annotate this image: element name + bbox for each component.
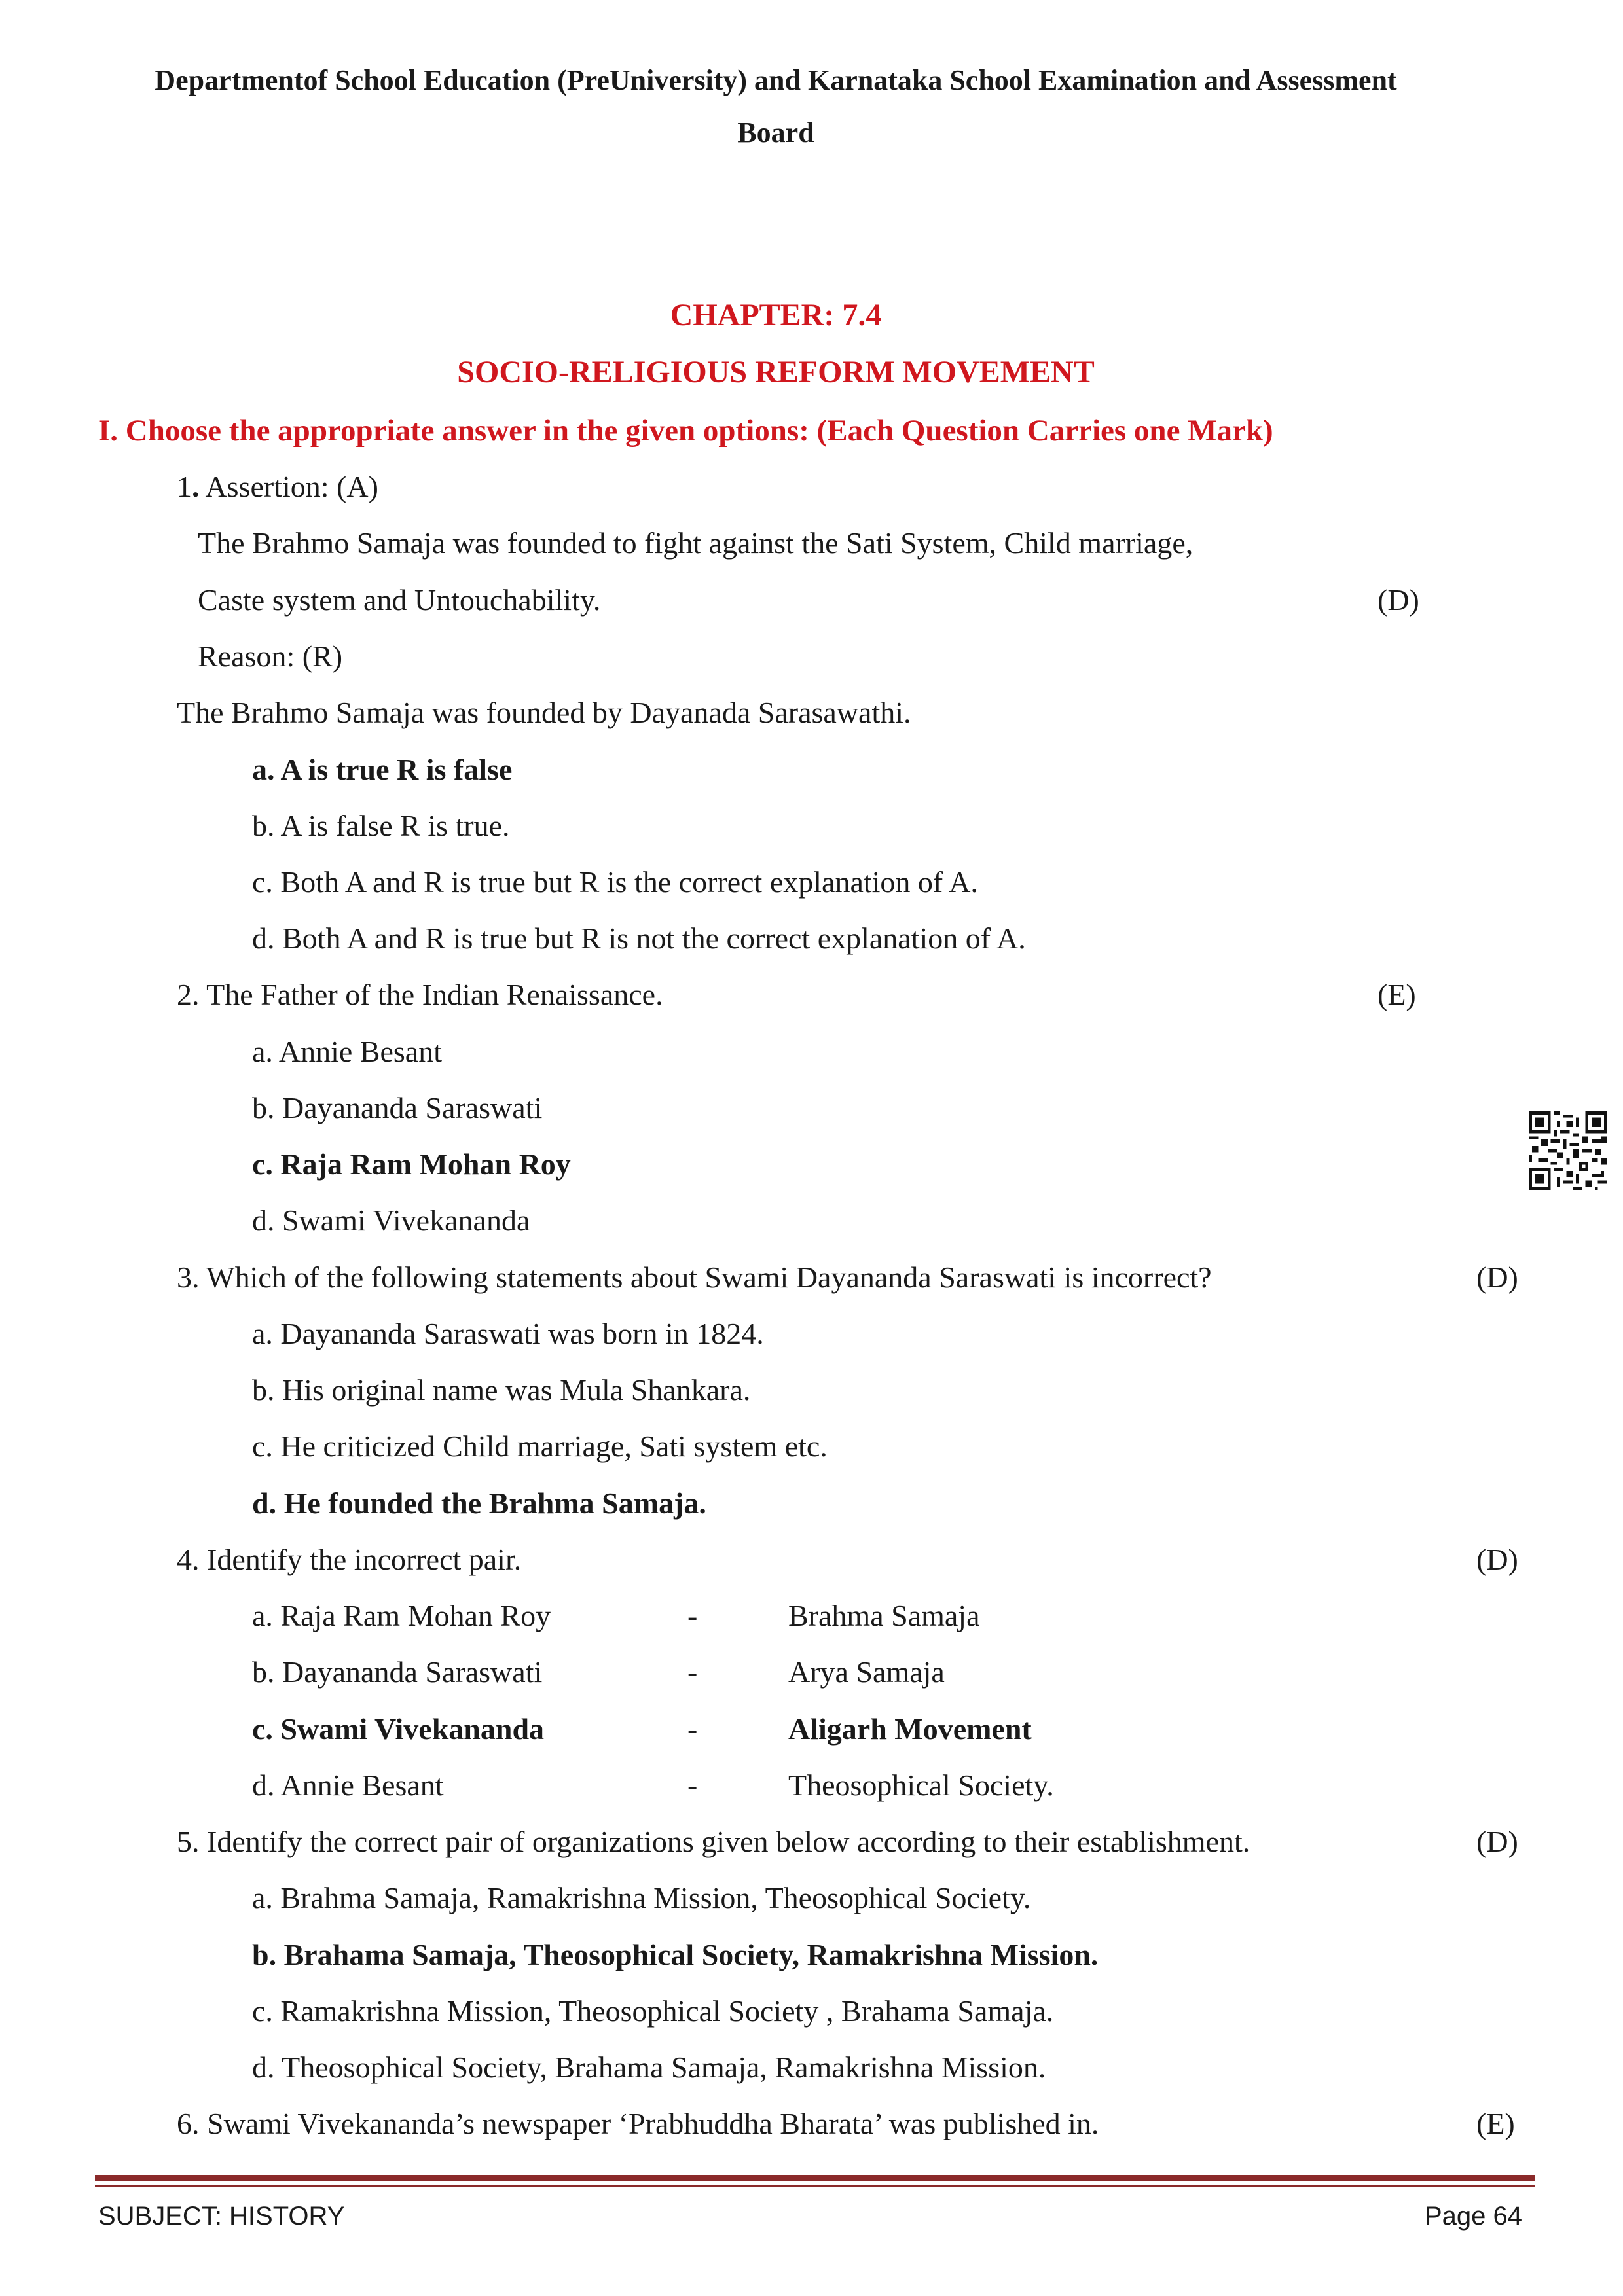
q3-code: (D): [1476, 1261, 1518, 1294]
question-1-label: [177, 469, 378, 505]
q2-option-b: b. Dayananda Saraswati: [252, 1091, 543, 1124]
q4-code: (D): [1476, 1543, 1518, 1576]
q4-pair-c-left: c. Swami Vivekananda: [252, 1712, 545, 1746]
q4-pair-d-left: d. Annie Besant: [252, 1768, 444, 1802]
q4-pair-a-dash: -: [687, 1599, 698, 1632]
q5-option-c: c. Ramakrishna Mission, Theosophical Society , Brahama Samaja.: [252, 1994, 1054, 2028]
question-5: 5. Identify the correct pair of organizations given below according to their establishment.: [177, 1825, 1250, 1858]
chapter-title: SOCIO-RELIGIOUS REFORM MOVEMENT: [457, 355, 1095, 389]
section-heading: I. Choose the appropriate answer in the given options: (Each Question Carries one Mark): [98, 414, 1273, 448]
footer-rule-thin: [95, 2185, 1535, 2187]
q2-option-a: a. Annie Besant: [252, 1035, 442, 1068]
qr-code: [1529, 1111, 1607, 1190]
board-header-line2: Board: [737, 117, 814, 149]
q3-option-a: a. Dayananda Saraswati was born in 1824.: [252, 1317, 764, 1350]
q3-option-b: b. His original name was Mula Shankara.: [252, 1373, 751, 1407]
q4-pair-d-right: Theosophical Society.: [788, 1768, 1054, 1802]
question-number: 1: [177, 470, 192, 503]
q4-pair-b-left: b. Dayananda Saraswati: [252, 1655, 543, 1689]
footer-rule-thick: [95, 2175, 1535, 2181]
footer-page-number: Page 64: [1425, 2202, 1523, 2231]
q4-pair-b-right: Arya Samaja: [788, 1655, 945, 1689]
q4-pair-b-dash: -: [687, 1655, 698, 1689]
q4-pair-c-dash: -: [687, 1712, 698, 1746]
footer-subject: SUBJECT: HISTORY: [98, 2202, 345, 2231]
question-3: 3. Which of the following statements about Swami Dayananda Saraswati is incorrect?: [177, 1261, 1212, 1294]
question-label-text: Assertion: (A): [199, 470, 378, 503]
q1-option-c: c. Both A and R is true but R is the correct explanation of A.: [252, 865, 978, 899]
q1-assertion-line2: Caste system and Untouchability.: [198, 583, 601, 617]
q1-code: (D): [1377, 583, 1419, 617]
q3-option-d: d. He founded the Brahma Samaja.: [252, 1486, 706, 1520]
q4-pair-a-left: a. Raja Ram Mohan Roy: [252, 1599, 551, 1632]
q1-option-b: b. A is false R is true.: [252, 809, 510, 842]
q1-assertion-line1: The Brahmo Samaja was founded to fight against the Sati System, Child marriage,: [198, 526, 1194, 560]
q1-option-d: d. Both A and R is true but R is not the correct explanation of A.: [252, 922, 1026, 955]
q2-option-c: c. Raja Ram Mohan Roy: [252, 1147, 571, 1181]
q5-option-d: d. Theosophical Society, Brahama Samaja, Ramakrishna Mission.: [252, 2051, 1046, 2084]
q1-reason: The Brahmo Samaja was founded by Dayanada Sarasawathi.: [177, 696, 911, 729]
q4-pair-c-right: Aligarh Movement: [788, 1712, 1032, 1746]
q3-option-c: c. He criticized Child marriage, Sati system etc.: [252, 1429, 828, 1463]
q5-code: (D): [1476, 1825, 1518, 1858]
q5-option-b: b. Brahama Samaja, Theosophical Society, Ramakrishna Mission.: [252, 1938, 1099, 1971]
question-2: 2. The Father of the Indian Renaissance.: [177, 978, 663, 1011]
q2-option-d: d. Swami Vivekananda: [252, 1204, 530, 1237]
question-4: 4. Identify the incorrect pair.: [177, 1543, 522, 1576]
q6-code: (E): [1476, 2107, 1515, 2140]
question-dot: .: [192, 470, 200, 503]
chapter-number: CHAPTER: 7.4: [670, 298, 882, 332]
q1-reason-label: Reason: (R): [198, 639, 343, 673]
board-header-line1: Departmentof School Education (PreUniversity) and Karnataka School Examination and Assessment: [155, 64, 1397, 96]
q1-option-a: a. A is true R is false: [252, 753, 513, 786]
q2-code: (E): [1377, 978, 1416, 1011]
q5-option-a: a. Brahma Samaja, Ramakrishna Mission, Theosophical Society.: [252, 1881, 1031, 1914]
q4-pair-a-right: Brahma Samaja: [788, 1599, 980, 1632]
question-6: 6. Swami Vivekananda’s newspaper ‘Prabhuddha Bharata’ was published in.: [177, 2107, 1099, 2140]
q4-pair-d-dash: -: [687, 1768, 698, 1802]
